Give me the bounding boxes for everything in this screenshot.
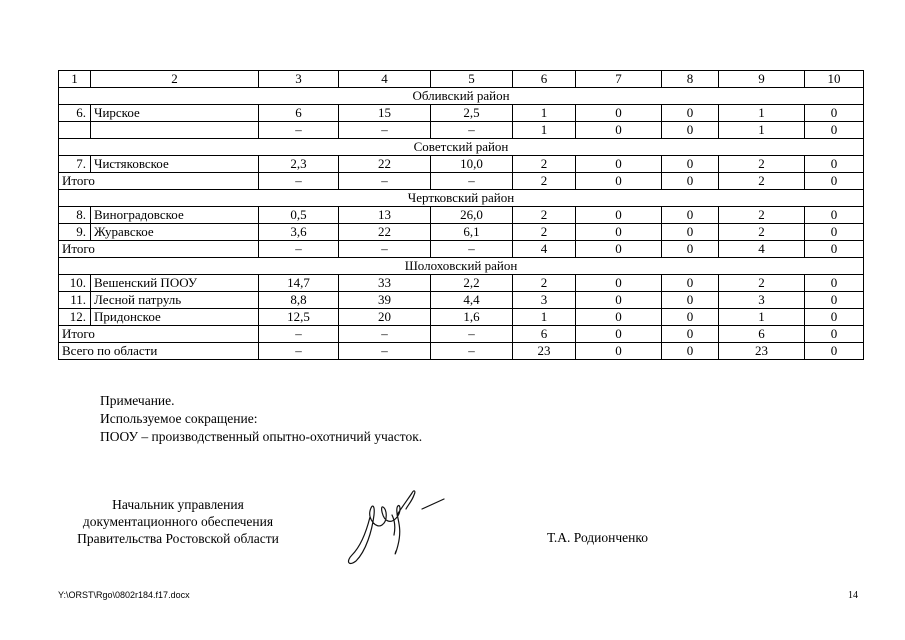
- site-name: Виноградовское: [91, 207, 259, 224]
- table-cell: 2,3: [259, 156, 339, 173]
- table-cell: 22: [339, 156, 431, 173]
- table-cell: 0: [662, 105, 719, 122]
- total-label: Итого: [59, 241, 259, 258]
- table-cell: 3: [719, 292, 805, 309]
- table-cell: 1: [719, 309, 805, 326]
- table-cell: 0: [805, 326, 864, 343]
- row-number: 11.: [59, 292, 91, 309]
- total-row: [59, 173, 864, 190]
- table-cell: 6: [719, 326, 805, 343]
- table-cell: 3,6: [259, 224, 339, 241]
- site-name: Чистяковское: [91, 156, 259, 173]
- table-cell: 8,8: [259, 292, 339, 309]
- header-cell: 6: [513, 71, 576, 88]
- table-cell: 0: [805, 105, 864, 122]
- table-cell: –: [259, 326, 339, 343]
- table-cell: 0: [576, 105, 662, 122]
- table-cell: 20: [339, 309, 431, 326]
- table-cell: 4,4: [431, 292, 513, 309]
- table-cell: 6: [259, 105, 339, 122]
- row-number: 6.: [59, 105, 91, 122]
- signer-position-line-3: Правительства Ростовской области: [77, 531, 279, 546]
- header-cell: 7: [576, 71, 662, 88]
- district-row: [59, 258, 864, 275]
- table-cell: 10,0: [431, 156, 513, 173]
- table-cell: 0: [662, 309, 719, 326]
- signer-position: [58, 496, 298, 547]
- table-cell: 0: [662, 326, 719, 343]
- table-cell: –: [431, 326, 513, 343]
- header-cell: 8: [662, 71, 719, 88]
- header-cell: 4: [339, 71, 431, 88]
- table-row: [59, 224, 864, 241]
- table-cell: –: [339, 122, 431, 139]
- table-cell: 2,2: [431, 275, 513, 292]
- table-cell: 2: [513, 173, 576, 190]
- table-cell: –: [259, 122, 339, 139]
- table-cell: 14,7: [259, 275, 339, 292]
- table-cell: 0: [662, 241, 719, 258]
- table-cell: –: [431, 241, 513, 258]
- signer-name: Т.А. Родионченко: [547, 530, 648, 545]
- table-cell: 0: [576, 224, 662, 241]
- table-cell: 1: [513, 122, 576, 139]
- table-cell: 0: [576, 207, 662, 224]
- header-cell: 3: [259, 71, 339, 88]
- table-cell: 0: [805, 343, 864, 360]
- note-title: Примечание.: [100, 393, 175, 408]
- table-cell: 23: [513, 343, 576, 360]
- table-cell: –: [339, 173, 431, 190]
- table-cell: 0: [576, 173, 662, 190]
- table-cell: 0: [576, 343, 662, 360]
- table-cell: –: [259, 241, 339, 258]
- table-cell: 6,1: [431, 224, 513, 241]
- table-cell: –: [431, 122, 513, 139]
- site-name: Лесной патруль: [91, 292, 259, 309]
- district-name: Советский район: [59, 139, 864, 156]
- table-cell: –: [431, 173, 513, 190]
- header-cell: 1: [59, 71, 91, 88]
- header-cell: 10: [805, 71, 864, 88]
- district-row: [59, 139, 864, 156]
- table-cell: 0: [662, 292, 719, 309]
- table-cell: 0: [805, 309, 864, 326]
- table-cell: 0: [662, 156, 719, 173]
- table-cell: 0: [805, 122, 864, 139]
- table-cell: 1,6: [431, 309, 513, 326]
- data-table: [58, 70, 864, 360]
- table-cell: 0: [805, 292, 864, 309]
- table-cell: 2: [719, 224, 805, 241]
- site-name: Вешенский ПООУ: [91, 275, 259, 292]
- table-row: [59, 207, 864, 224]
- table-cell: 33: [339, 275, 431, 292]
- note-block: [100, 392, 422, 446]
- table-cell: 23: [719, 343, 805, 360]
- total-row: [59, 326, 864, 343]
- table-cell: 0: [805, 173, 864, 190]
- district-name: Шолоховский район: [59, 258, 864, 275]
- table-cell: 0: [576, 292, 662, 309]
- table-cell: 0: [662, 275, 719, 292]
- signer-position-line-1: Начальник управления: [112, 497, 244, 512]
- row-number: 8.: [59, 207, 91, 224]
- table-row: [59, 122, 864, 139]
- table-cell: 0: [662, 224, 719, 241]
- table-cell: 0: [576, 275, 662, 292]
- table-cell: 0: [662, 207, 719, 224]
- site-name: [91, 122, 259, 139]
- table-cell: 22: [339, 224, 431, 241]
- table-cell: 0: [662, 173, 719, 190]
- district-name: Чертковский район: [59, 190, 864, 207]
- table-cell: 0: [576, 156, 662, 173]
- table-cell: 1: [719, 105, 805, 122]
- table-cell: 0: [805, 275, 864, 292]
- table-cell: 2: [513, 207, 576, 224]
- table-cell: 1: [513, 105, 576, 122]
- file-path: Y:\ORST\Rgo\0802r184.f17.docx: [58, 590, 190, 600]
- table-header-row: [59, 71, 864, 88]
- row-number: 10.: [59, 275, 91, 292]
- table-cell: 1: [719, 122, 805, 139]
- district-row: [59, 88, 864, 105]
- signer-position-line-2: документационного обеспечения: [82, 514, 274, 529]
- note-abbreviation-definition: ПООУ – производственный опытно-охотничий участок.: [100, 429, 423, 444]
- table-cell: 2: [719, 156, 805, 173]
- table-row: [59, 105, 864, 122]
- table-cell: 2: [513, 156, 576, 173]
- table-cell: 13: [339, 207, 431, 224]
- table-cell: 0: [576, 326, 662, 343]
- total-label: Итого: [59, 173, 259, 190]
- header-cell: 2: [91, 71, 259, 88]
- table-cell: 0: [662, 122, 719, 139]
- total-row: [59, 241, 864, 258]
- table-row: [59, 292, 864, 309]
- table-cell: 12,5: [259, 309, 339, 326]
- table-cell: –: [339, 241, 431, 258]
- table-cell: –: [339, 343, 431, 360]
- header-cell: 5: [431, 71, 513, 88]
- table-row: [59, 309, 864, 326]
- table-body: [59, 71, 864, 360]
- table-cell: 39: [339, 292, 431, 309]
- table-cell: 2: [719, 207, 805, 224]
- total-label: Итого: [59, 326, 259, 343]
- table-cell: 4: [513, 241, 576, 258]
- total-label: Всего по области: [59, 343, 259, 360]
- district-name: Обливский район: [59, 88, 864, 105]
- table-cell: 0: [576, 122, 662, 139]
- row-number: [59, 122, 91, 139]
- table-cell: 2,5: [431, 105, 513, 122]
- table-cell: 0: [805, 224, 864, 241]
- total-row: [59, 343, 864, 360]
- header-cell: 9: [719, 71, 805, 88]
- row-number: 12.: [59, 309, 91, 326]
- row-number: 9.: [59, 224, 91, 241]
- table-row: [59, 156, 864, 173]
- table-cell: –: [259, 343, 339, 360]
- note-abbreviation-heading: Используемое сокращение:: [100, 411, 258, 426]
- table-cell: 6: [513, 326, 576, 343]
- table-cell: 0: [805, 241, 864, 258]
- table-cell: 0,5: [259, 207, 339, 224]
- page-number: 14: [848, 590, 858, 601]
- table-row: [59, 275, 864, 292]
- row-number: 7.: [59, 156, 91, 173]
- table-cell: 2: [513, 275, 576, 292]
- table-cell: 15: [339, 105, 431, 122]
- table-cell: 1: [513, 309, 576, 326]
- table-cell: 3: [513, 292, 576, 309]
- table-cell: 2: [719, 173, 805, 190]
- table-cell: 0: [805, 156, 864, 173]
- table-cell: 0: [576, 309, 662, 326]
- table-cell: –: [339, 326, 431, 343]
- table-cell: 26,0: [431, 207, 513, 224]
- table-cell: 2: [513, 224, 576, 241]
- handwritten-signature: [340, 485, 455, 570]
- table-cell: 4: [719, 241, 805, 258]
- table-cell: 0: [805, 207, 864, 224]
- table-cell: –: [259, 173, 339, 190]
- site-name: Журавское: [91, 224, 259, 241]
- table-cell: 0: [576, 241, 662, 258]
- table-cell: 0: [662, 343, 719, 360]
- district-row: [59, 190, 864, 207]
- table-cell: 2: [719, 275, 805, 292]
- table-cell: –: [431, 343, 513, 360]
- site-name: Придонское: [91, 309, 259, 326]
- site-name: Чирское: [91, 105, 259, 122]
